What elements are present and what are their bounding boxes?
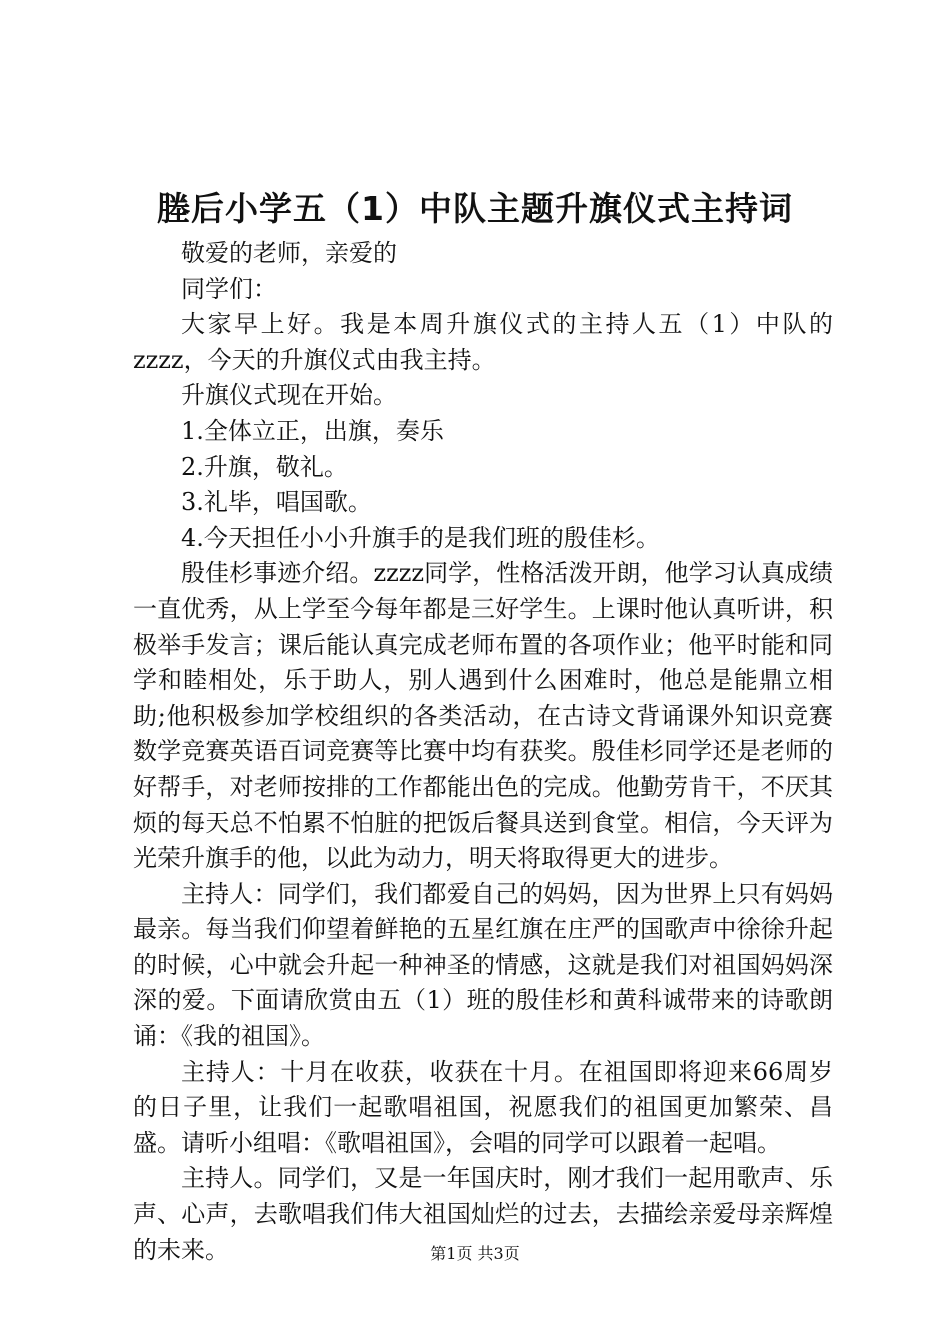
paragraph-intro: 大家早上好。我是本周升旗仪式的主持人五（1）中队的zzzz，今天的升旗仪式由我主持。 [133, 310, 833, 374]
paragraph-host-poem: 主持人：同学们，我们都爱自己的妈妈，因为世界上只有妈妈最亲。每当我们仰望着鲜艳的五星红旗在庄严的国歌声中徐徐升起的时候，心中就会升起一种神圣的情感，这就是我们对祖国妈妈深深的爱。下面请欣赏由五（1）班的殷佳杉和黄科诚带来的诗歌朗诵：《我的祖国》。 [133, 879, 833, 1051]
paragraph-greeting: 敬爱的老师，亲爱的 [181, 239, 397, 267]
paragraph-greeting-cont: 同学们： [181, 274, 277, 303]
paragraph-start: 升旗仪式现在开始。 [181, 381, 397, 410]
list-item-3: 3.礼毕，唱国歌。 [181, 488, 372, 517]
paragraph-flag-bearer: 殷佳杉事迹介绍。zzzz同学，性格活泼开朗，他学习认真成绩一直优秀，从上学至今每年都是三好学生。上课时他认真听讲，积极举手发言；课后能认真完成老师布置的各项作业；他平时能和同学和睦相处，乐于助人，别人遇到什么困难时，他总是能鼎立相助;他积极参加学校组织的各类活动，在古诗文背诵课外知识竞赛数学竞赛英语百词竞赛等比赛中均有获奖。殷佳杉同学还是老师的好帮手，对老师按排的工作都能出色的完成。他勤劳肯干，不厌其烦的每天总不怕累不怕脏的把饭后餐具送到食堂。相信，今天评为光荣升旗手的他，以此为动力，明天将取得更大的进步。 [133, 559, 833, 873]
document-title: 塍后小学五（1）中队主题升旗仪式主持词 [157, 189, 793, 228]
document-body [133, 236, 833, 1268]
list-item-4: 4.今天担任小小升旗手的是我们班的殷佳杉。 [181, 523, 660, 552]
list-item-1: 1.全体立正，出旗，奏乐 [181, 416, 444, 445]
paragraph-host-song: 主持人：十月在收获，收获在十月。在祖国即将迎来66周岁的日子里，让我们一起歌唱祖国，祝愿我们的祖国更加繁荣、昌盛。请听小组唱：《歌唱祖国》，会唱的同学可以跟着一起唱。 [133, 1057, 833, 1157]
paragraph-host-closing: 主持人。同学们，又是一年国庆时，刚才我们一起用歌声、乐声、心声，去歌唱我们伟大祖国灿烂的过去，去描绘亲爱母亲辉煌的未来。 [133, 1164, 833, 1264]
list-item-2: 2.升旗，敬礼。 [181, 452, 348, 481]
page-footer: 第1页 共3页 [430, 1244, 520, 1263]
